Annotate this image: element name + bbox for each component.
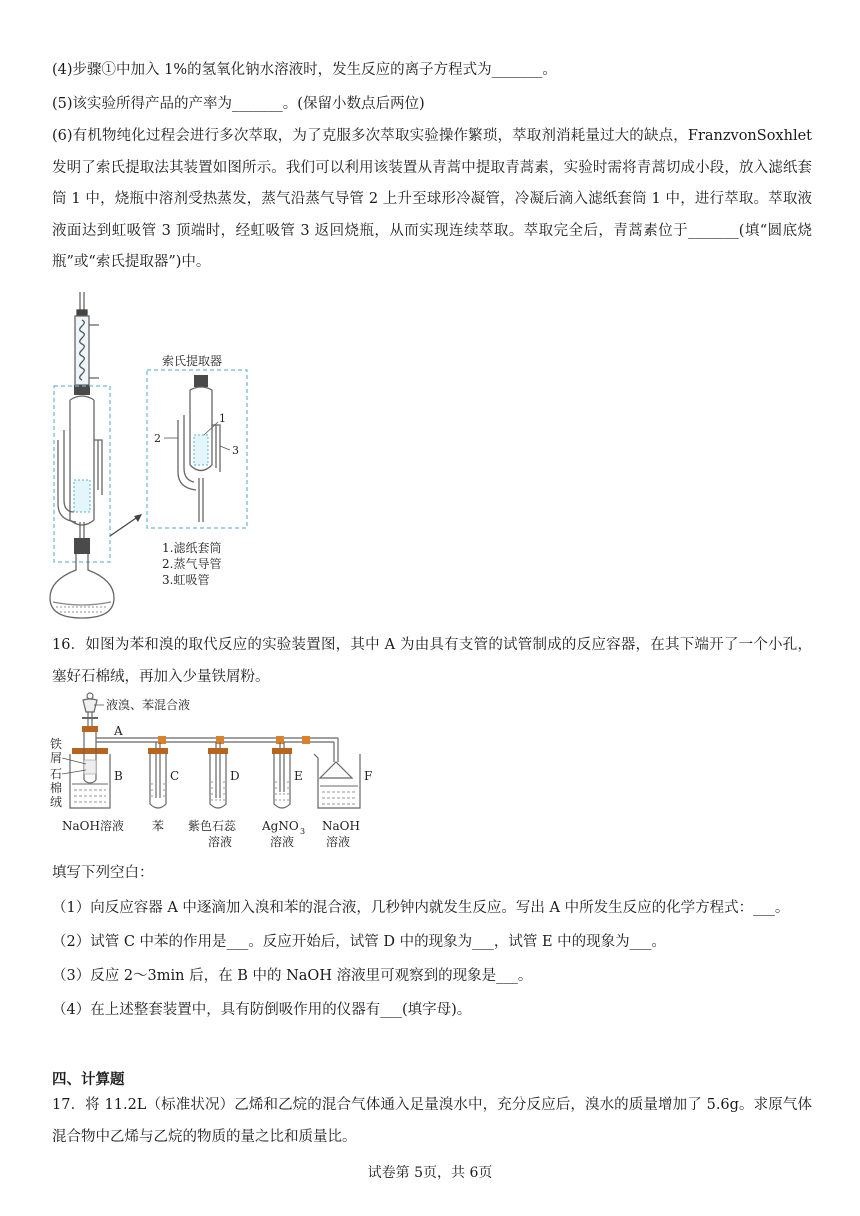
label-b: B	[114, 769, 123, 783]
label-e: E	[294, 769, 303, 783]
soxhlet-figure	[44, 290, 264, 620]
asbestos-label-3: 绒	[50, 795, 63, 809]
detail-stopper	[194, 375, 208, 387]
page-footer: 试卷第 5页，共 6页	[367, 1165, 493, 1181]
stopper-b	[72, 748, 108, 754]
asbestos-label-2: 棉	[50, 781, 63, 795]
detail-title: 索氏提取器	[162, 354, 223, 368]
iron-label-2: 屑	[50, 751, 63, 765]
asbestos-label-1: 石	[50, 767, 63, 781]
iron-label-1: 铁	[50, 737, 63, 751]
label-c: C	[170, 769, 180, 783]
label-f: F	[364, 769, 373, 783]
zoom-arrow	[110, 516, 139, 536]
label-a: A	[114, 724, 123, 738]
connecting-tubing	[160, 738, 338, 742]
q16-sub-1: （1）向反应容器 A 中逐滴加入溴和苯的混合液，几秒钟内就发生反应。写出 A 中所发生反应的化学方程式：___。	[52, 900, 790, 916]
stopper-a	[82, 726, 98, 732]
stopper-bottom	[74, 538, 90, 554]
q16-stem: 16．如图为苯和溴的取代反应的实验装置图，其中 A 为由具有支管的试管制成的反应容器，在其下端开了一个小孔，塞好石棉绒，再加入少量铁屑粉。	[52, 637, 812, 685]
q15-item6: (6)有机物纯化过程会进行多次萃取，为了克服多次萃取实验操作繁琐，萃取剂消耗量过大的缺点，FranzvonSoxhlet 发明了索氏提取法其装置如图所示。我们可以利用该装置从青蒿中提取青蒿素，实验时需将青蒿切成小段，放入滤纸套筒 1 中，烧瓶中溶剂受热蒸发，蒸气沿蒸气导管 2 上升至球形冷凝管，冷凝后滴入滤纸套筒 1 中，进行萃取。萃取液液面达到虹吸管 3 顶端时，经虹吸管 3 返回烧瓶，从而实现连续萃取。萃取完全后，青蒿素位于_______(填“圆底烧瓶”或“索氏提取器”)中。	[52, 128, 812, 270]
legend-2: 2.蒸气导管	[162, 557, 222, 571]
fill-prompt: 填写下列空白：	[52, 865, 154, 881]
legend-1: 1.滤纸套筒	[162, 541, 222, 555]
q15-item4: (4)步骤①中加入 1%的氢氧化钠水溶液时，发生反应的离子方程式为_______。	[52, 62, 557, 78]
label-e-solution: 溶液	[270, 835, 295, 849]
reflux-condenser	[75, 292, 99, 385]
section-heading: 四、计算题	[52, 1071, 125, 1088]
label-c-benzene: 苯	[152, 819, 165, 833]
label-b-solution: NaOH溶液	[62, 819, 124, 833]
extractor-body	[58, 396, 102, 538]
q15-item5: (5)该实验所得产品的产率为_______。(保留小数点后两位)	[52, 96, 425, 112]
legend-3: 3.虹吸管	[162, 573, 210, 587]
label-3: 3	[232, 444, 239, 457]
q16-sub-4: （4）在上述整套装置中，具有防倒吸作用的仪器有___(填字母)。	[52, 1002, 472, 1018]
round-bottom-flask	[50, 554, 114, 618]
beaker-f	[314, 738, 360, 808]
label-d-litmus: 紫色石蕊	[188, 819, 237, 833]
mix-label: 液溴、苯混合液	[106, 698, 191, 712]
label-1: 1	[219, 412, 226, 425]
label-d: D	[230, 769, 240, 783]
dropping-funnel	[82, 693, 98, 726]
stopper-c	[148, 748, 168, 754]
label-2: 2	[154, 432, 161, 445]
label-e-agno3: AgNO	[262, 819, 299, 833]
bromobenzene-apparatus-figure	[48, 688, 388, 860]
q17-text: 17．将 11.2L（标准状况）乙烯和乙烷的混合气体通入足量溴水中，充分反应后，溴水的质量增加了 5.6g。求原气体混合物中乙烯与乙烷的物质的量之比和质量比。	[52, 1097, 812, 1145]
tubing-joints	[158, 736, 310, 744]
label-f-solution: 溶液	[326, 835, 351, 849]
label-e-subscript: 3	[300, 827, 306, 836]
filter-thimble	[74, 480, 90, 512]
stopper-e	[272, 748, 292, 754]
iron-asbestos	[84, 760, 96, 774]
detail-thimble	[194, 435, 208, 465]
q16-sub-3: （3）反应 2～3min 后，在 B 中的 NaOH 溶液里可观察到的现象是___。	[52, 968, 533, 984]
stopper-d	[208, 748, 228, 754]
label-d-solution: 溶液	[208, 835, 233, 849]
label-f-naoh: NaOH	[322, 819, 360, 833]
q16-sub-2: （2）试管 C 中苯的作用是___。反应开始后，试管 D 中的现象为___，试管 E 中的现象为___。	[52, 934, 666, 950]
